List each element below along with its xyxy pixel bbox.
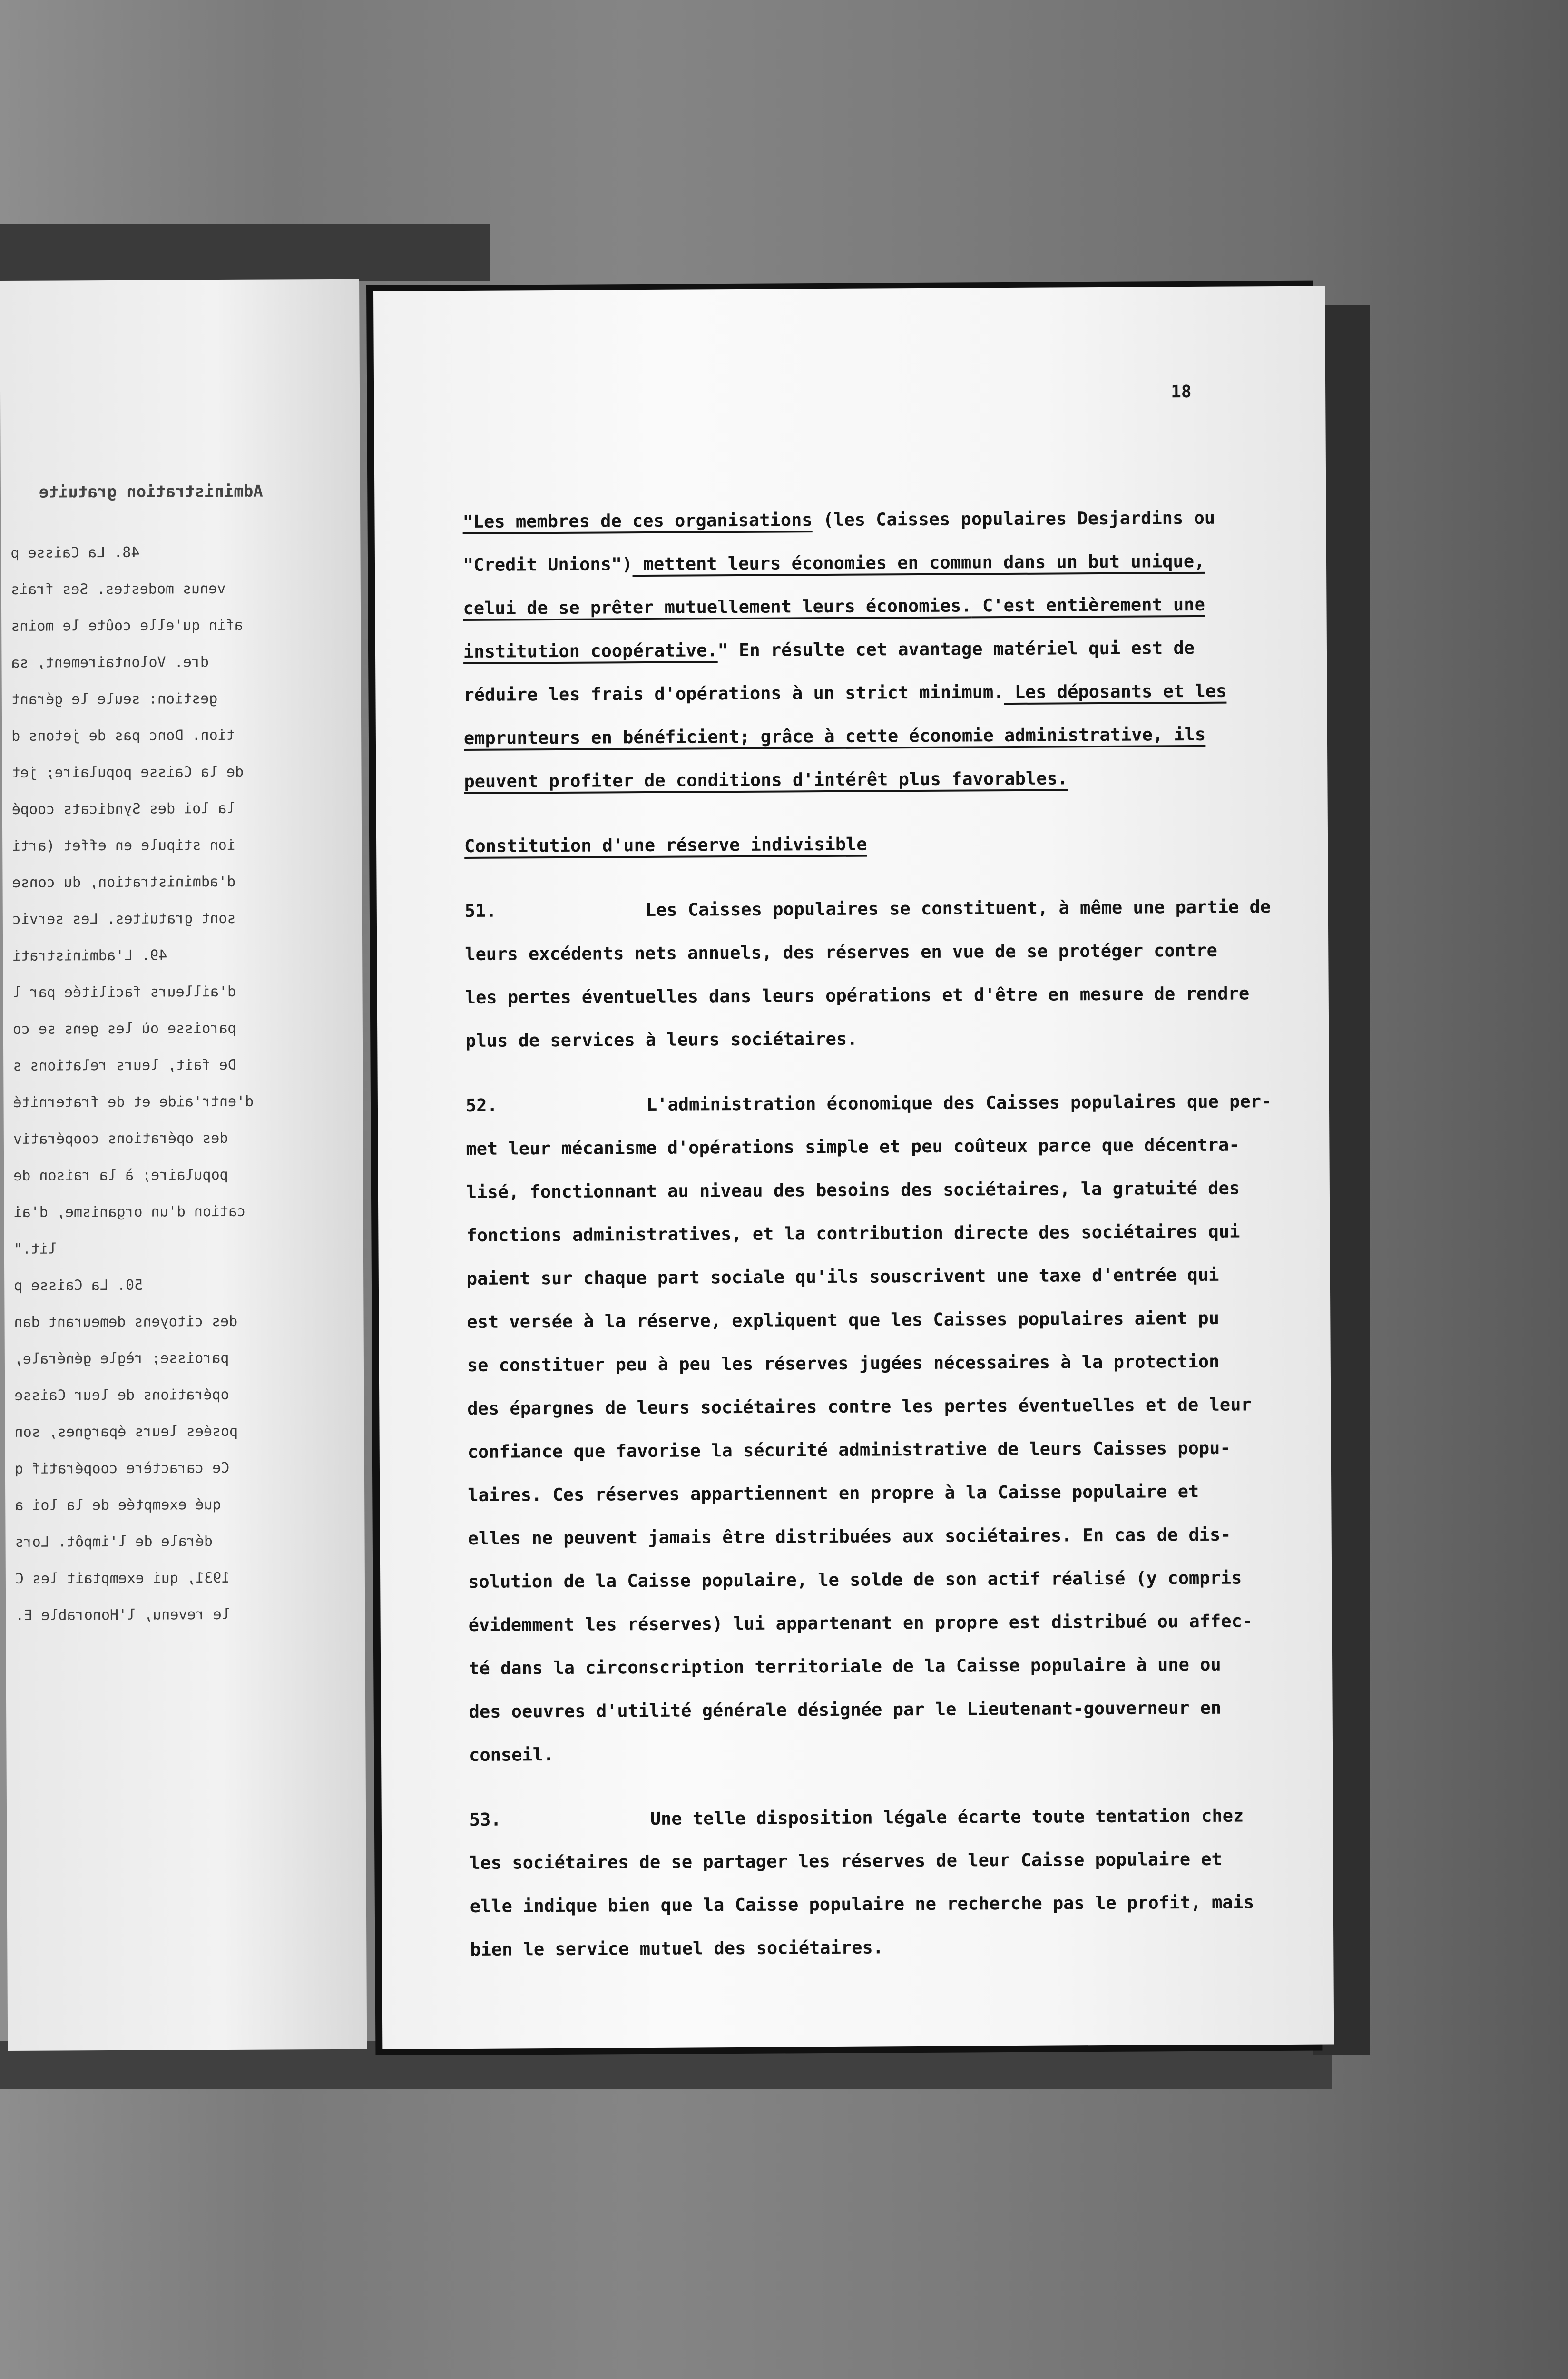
back-line: d'administration, du conse	[12, 873, 236, 891]
back-line: dérale de l'impôt. Lors	[15, 1533, 213, 1551]
page-body	[462, 496, 1272, 1971]
back-line: De fait, leurs relations s	[13, 1056, 236, 1074]
paragraph-52-line: des oeuvres d'utilité générale désignée par le Lieutenant-gouverneur en	[469, 1697, 1222, 1722]
paragraph-number: 53.	[469, 1809, 501, 1830]
back-line: d'entr'aide et de fraternité	[13, 1093, 254, 1111]
back-line: posées leurs épargnes, son	[14, 1423, 238, 1441]
paragraph-52-line: conseil.	[469, 1744, 554, 1765]
paragraph-52-line: évidemment les réserves) lui appartenant en propre est distribué ou affec-	[468, 1611, 1253, 1635]
back-line: 1931, qui exemptait les C	[15, 1569, 230, 1587]
back-page-text	[10, 543, 363, 1644]
back-page-header: Administration gratuite	[39, 482, 263, 502]
paragraph-52-line: des épargnes de leurs sociétaires contre les pertes éventuelles et de leur	[467, 1394, 1252, 1419]
back-line: venus modestes. Ses frais	[10, 580, 226, 598]
paragraph-51-line: 51. Les Caisses populaires se constituent, à même une partie de	[465, 885, 1254, 933]
back-line: sont gratuites. Les servic	[12, 910, 236, 928]
quote-line: "Les membres de ces organisations (les Caisses populaires Desjardins ou	[462, 507, 1215, 532]
quote-line: réduire les frais d'opérations à un strict minimum. Les déposants et les	[463, 680, 1227, 706]
back-line: dre. Volontairement, sa	[11, 654, 209, 671]
back-line: ion stipule en effet (arti	[12, 836, 235, 855]
paragraph-52-line: est versée à la réserve, expliquent que les Caisses populaires aient pu	[467, 1307, 1220, 1333]
paragraph-number: 52.	[465, 1095, 498, 1116]
back-line: paroisse; règle générale,	[14, 1349, 229, 1367]
back-line: afin qu'elle coûte le moins	[11, 617, 243, 635]
paragraph-52-line: 52. L'administration économique des Caisses populaires que per-	[466, 1080, 1255, 1127]
back-line: gestion: seule le gérant	[11, 690, 218, 708]
paragraph-52-line: lisé, fonctionnant au niveau des besoins des sociétaires, la gratuité des	[466, 1178, 1240, 1203]
quote-line: peuvent profiter de conditions d'intérêt plus favorables.	[464, 768, 1068, 792]
back-line: 48. La Caisse p	[10, 544, 140, 561]
back-line: qué exemptée de la loi a	[15, 1496, 221, 1514]
paragraph-52-line: confiance que favorise la sécurité administrative de leurs Caisses popu-	[467, 1437, 1231, 1462]
back-line: paroisse où les gens se co	[12, 1020, 236, 1038]
section-heading: Constitution d'une réserve indivisible	[464, 834, 867, 857]
back-line: d'ailleurs facilitée par l	[12, 983, 236, 1001]
back-line: des opérations coopérativ	[13, 1130, 228, 1148]
back-line: des citoyens demeurant dan	[14, 1313, 238, 1331]
quote-line: emprunteurs en bénéficient; grâce à cette économie administrative, ils	[463, 724, 1206, 749]
paragraph-52-line: laires. Ces réserves appartiennent en propre à la Caisse populaire et	[468, 1481, 1199, 1505]
back-page	[0, 279, 367, 2051]
back-line: cation d'un organisme, d'ai	[13, 1203, 246, 1221]
paragraph-52-line: elles ne peuvent jamais être distribuées aux sociétaires. En cas de dis-	[468, 1524, 1231, 1549]
paragraph-53-line: elle indique bien que la Caisse populaire ne recherche pas le profit, mais	[470, 1892, 1254, 1917]
back-line: la loi des Syndicats coopé	[11, 800, 235, 818]
paragraph-52-line: solution de la Caisse populaire, le solde de son actif réalisé (y compris	[468, 1567, 1242, 1592]
film-dark-band-top	[0, 224, 490, 281]
back-line: populaire; à la raison de	[13, 1166, 228, 1184]
quote-line: institution coopérative." En résulte cet avantage matériel qui est de	[463, 637, 1195, 662]
back-line: Ce caractère coopératif q	[14, 1459, 230, 1477]
back-line: opérations de leur Caisse	[14, 1386, 229, 1404]
back-line: de la Caisse populaire; jet	[11, 763, 244, 781]
back-line: 50. La Caisse p	[14, 1277, 143, 1294]
document-page	[373, 286, 1334, 2049]
quote-line: "Credit Unions") mettent leurs économies en commun dans un but unique,	[462, 551, 1205, 576]
paragraph-52-line: té dans la circonscription territoriale de la Caisse populaire à une ou	[469, 1654, 1221, 1679]
paragraph-51-line: leurs excédents nets annuels, des réserves en vue de se protéger contre	[465, 940, 1217, 965]
paragraph-51-line: plus de services à leurs sociétaires.	[465, 1028, 858, 1052]
paragraph-52-line: fonctions administratives, et la contribution directe des sociétaires qui	[466, 1221, 1240, 1246]
back-line: 49. L'administrati	[12, 947, 167, 964]
paragraph-52-line: se constituer peu à peu les réserves jugées nécessaires à la protection	[467, 1351, 1220, 1376]
back-line: le revenu, l'Honorable E.	[15, 1606, 230, 1624]
paragraph-52-line: paient sur chaque part sociale qu'ils souscrivent une taxe d'entrée qui	[466, 1264, 1219, 1289]
paragraph-53-line: bien le service mutuel des sociétaires.	[470, 1937, 884, 1960]
back-line: lit."	[13, 1240, 57, 1258]
back-line: tion. Donc pas de jetons d	[11, 727, 235, 745]
paragraph-number: 51.	[464, 900, 497, 922]
paragraph-52-line: met leur mécanisme d'opérations simple et peu coûteux parce que décentra-	[466, 1134, 1240, 1160]
paragraph-51-line: les pertes éventuelles dans leurs opérations et d'être en mesure de rendre	[465, 983, 1250, 1008]
quote-line: celui de se prêter mutuellement leurs économies. C'est entièrement une	[463, 594, 1205, 619]
paragraph-53-line: les sociétaires de se partager les réserves de leur Caisse populaire et	[470, 1848, 1222, 1873]
page-number: 18	[1171, 382, 1192, 402]
paragraph-53-line: 53. Une telle disposition légale écarte toute tentation chez	[470, 1794, 1259, 1841]
